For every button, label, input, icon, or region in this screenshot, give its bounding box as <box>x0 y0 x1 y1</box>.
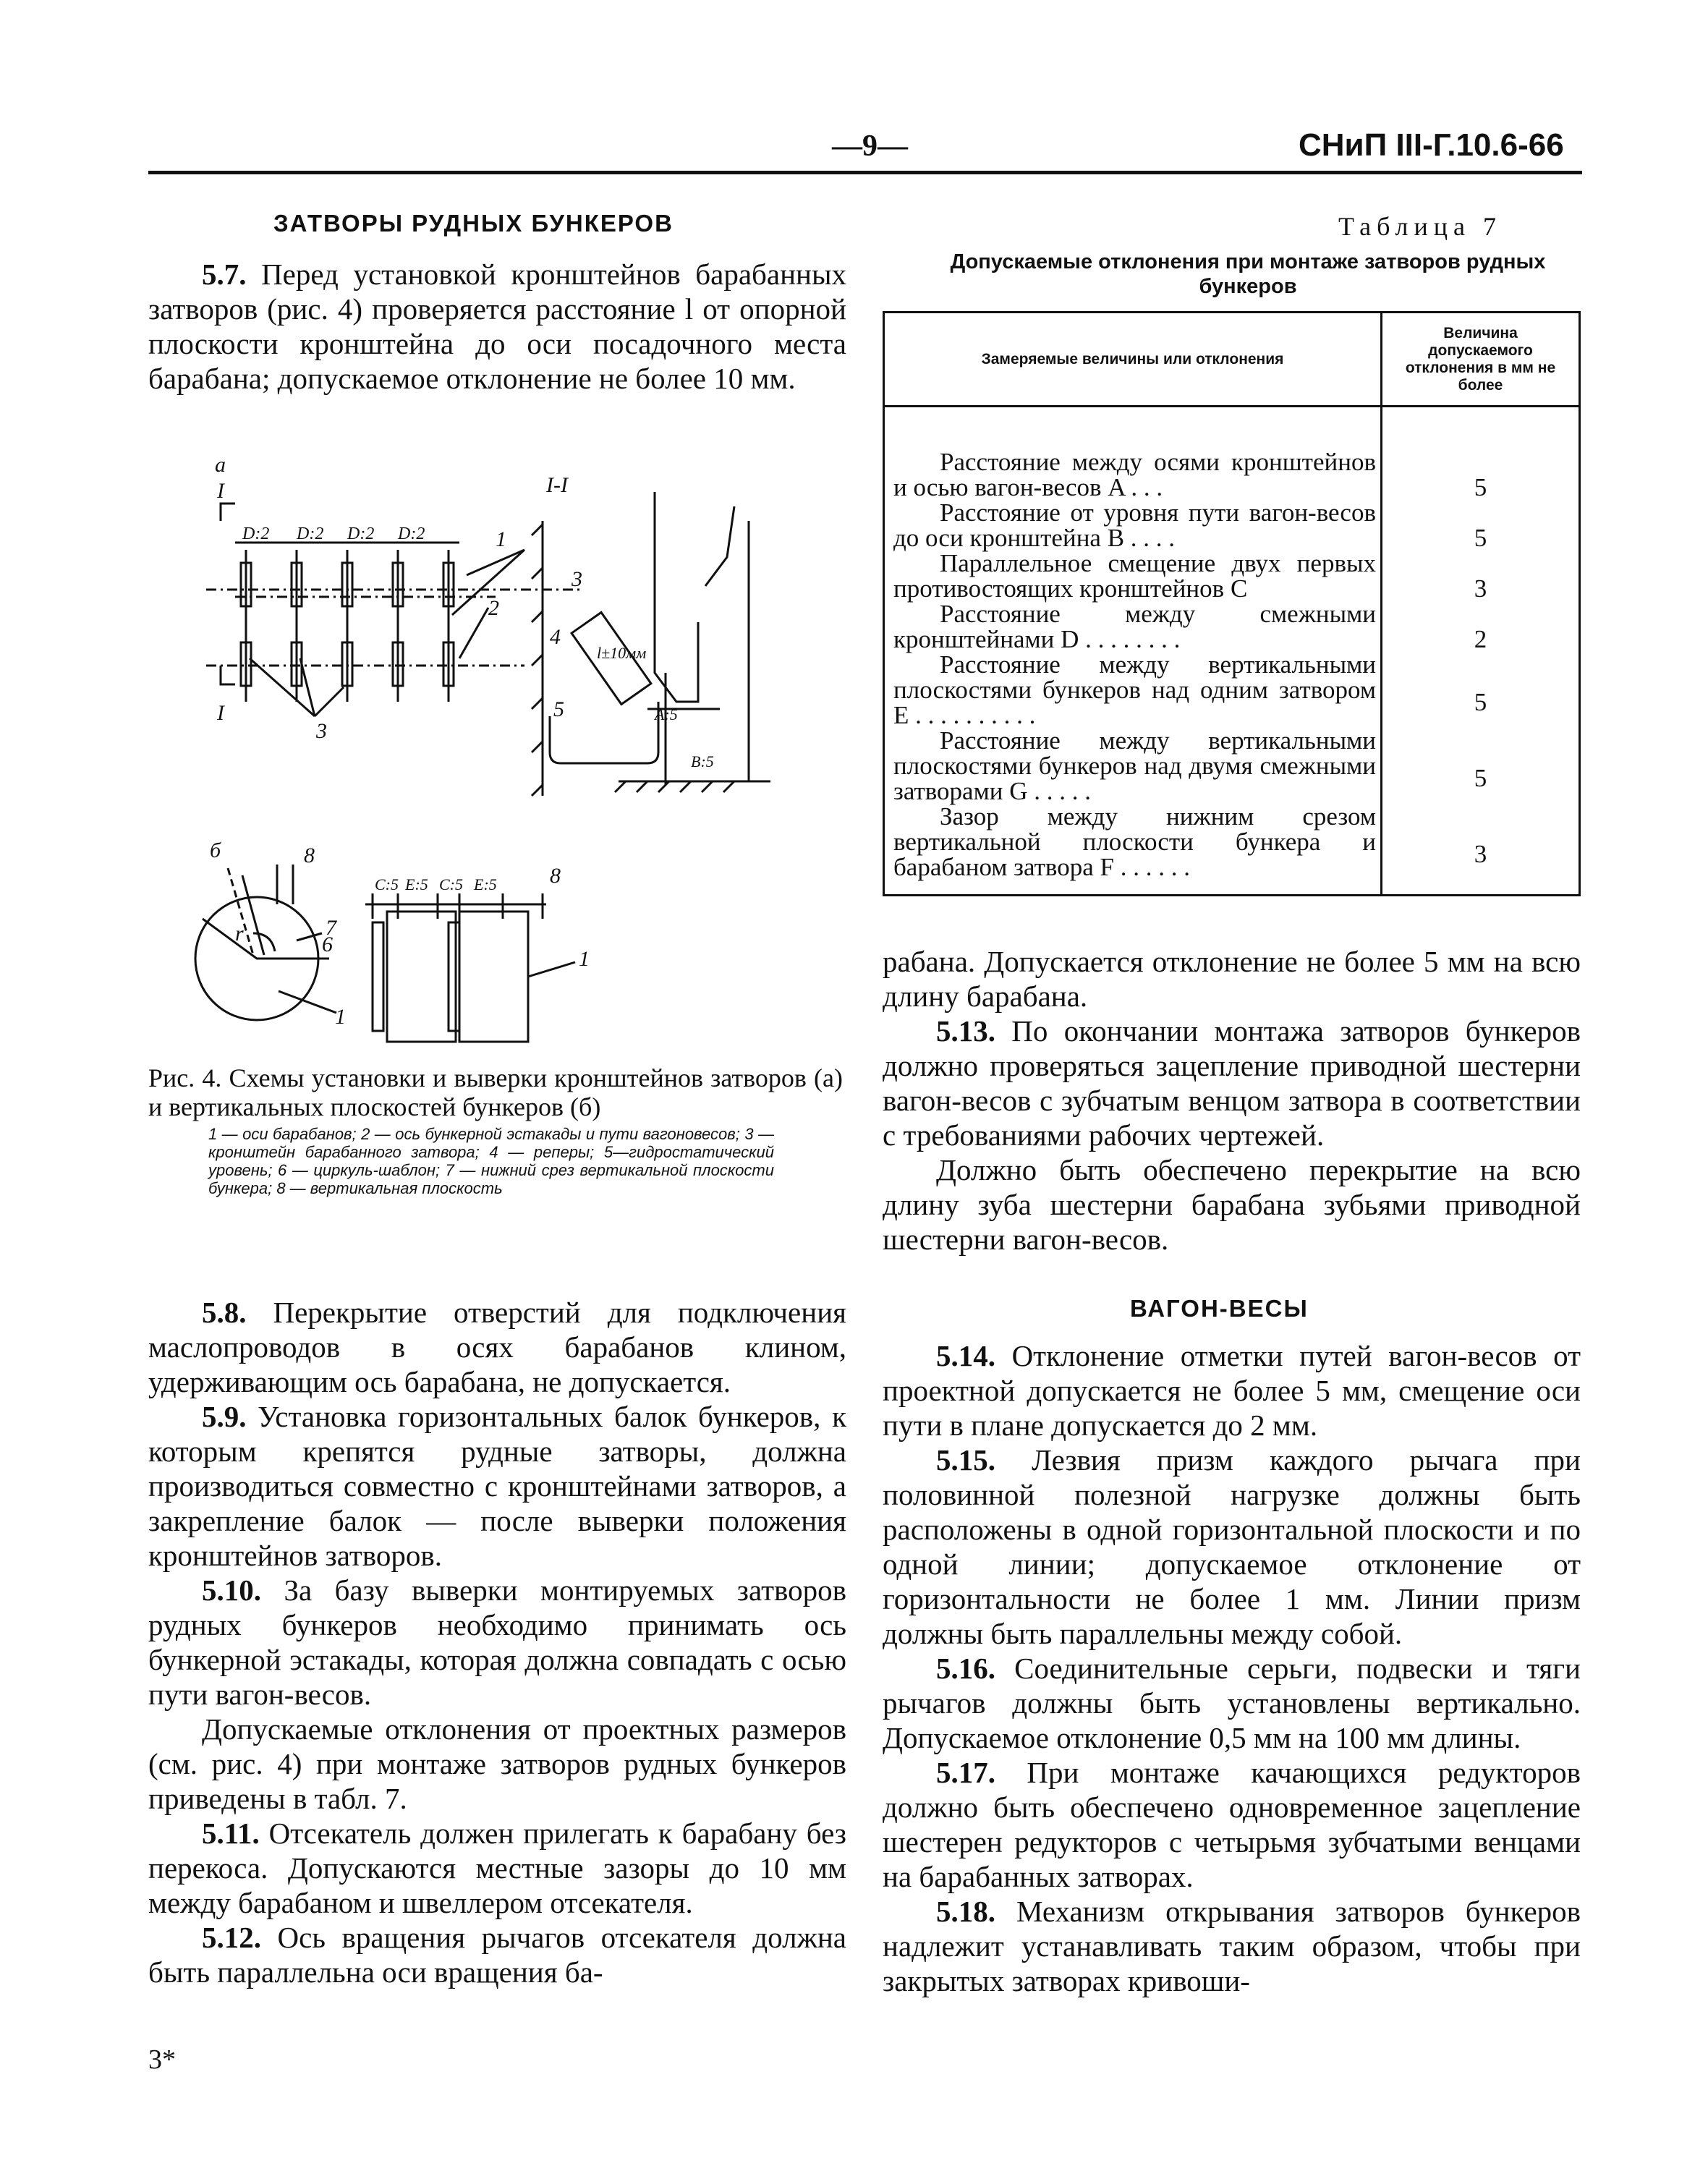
figure-4-caption: Рис. 4. Схемы установки и выверки кронштейнов затворов (а) и вертикальных плоскостей бункеров (б) <box>148 1063 843 1121</box>
fig-callout-3: 3 <box>316 719 327 743</box>
left-column-lower <box>148 1295 846 1989</box>
col-header-deviation: Величина допускаемого отклонения в мм не более <box>1382 313 1580 407</box>
paragraph-5-8: 5.8. Перекрытие отверстий для подключения маслопроводов в осях барабанов клином, удерживающим ось барабана, не допускается. <box>148 1296 846 1398</box>
figure-4-legend: 1 — оси барабанов; 2 — ось бункерной эстакады и пути вагоновесов; 3 — кронштейн барабанного затвора; 4 — реперы; 5—гидростатический уровень; 6 — циркуль-шаблон; 7 — нижний срез вертикальной плоскости бункера; 8 — вертикальная плоскость <box>208 1125 774 1197</box>
fig-callout-1b: 1 <box>335 1005 346 1029</box>
table-row-label: Расстояние между вертикальными плоскостями бункеров над одним затвором E . . . . . . . . . . <box>893 650 1376 729</box>
right-column-lower <box>883 1338 1581 1998</box>
page-number: —9— <box>832 129 908 163</box>
header-rule <box>148 171 1582 174</box>
table-number: Таблица 7 <box>1338 212 1502 241</box>
paragraph-5-10: 5.10. За базу выверки монтируемых затворов рудных бункеров необходимо принимать ось бункерной эстакады, которая должна совпадать с осью пути вагон-весов. <box>148 1573 846 1711</box>
fig-roman-bottom: I <box>217 701 224 725</box>
deviation-table <box>883 311 1581 896</box>
table-row-value: 5 <box>1474 688 1487 716</box>
section-title-wagon-scales: ВАГОН-ВЕСЫ <box>1130 1295 1309 1322</box>
fig-radius: r <box>235 922 244 946</box>
paragraph-5-11: 5.11. Отсекатель должен прилегать к барабану без перекоса. Допускаются местные зазоры до 10 мм между барабаном и швеллером отсекателя. <box>148 1817 846 1919</box>
fig-dim-c-1: C:5 <box>375 875 399 893</box>
table-row-label: Зазор между нижним срезом вертикальной плоскости бункера и барабаном затвора F . . . . . . <box>893 802 1376 881</box>
col-header-measured: Замеряемые величины или отклонения <box>884 313 1382 407</box>
fig-callout-1: 1 <box>496 527 506 551</box>
paragraph-5-18: 5.18. Механизм открывания затворов бункеров надлежит устанавливать таким образом, чтобы при закрытых затворах кривоши- <box>883 1895 1581 1997</box>
table-row-value: 5 <box>1474 764 1487 792</box>
paragraph-5-12-cont: рабана. Допускается отклонение не более 5 мм на всю длину барабана. <box>883 945 1581 1013</box>
fig-callout-5: 5 <box>553 697 564 721</box>
table-row-label: Параллельное смещение двух первых противостоящих кронштейнов C <box>893 549 1376 603</box>
paragraph-5-13: 5.13. По окончании монтажа затворов бункеров должно проверяться зацепление приводной шестерни вагон-весов с зубчатым венцом затвора в соответствии с требованиями рабочих чертежей. <box>883 1014 1581 1152</box>
para-text: Перед установкой кронштейнов барабанных затворов (рис. 4) проверяется расстояние l от опорной плоскости кронштейна до оси посадочного места барабана; допускаемое отклонение не более 10 мм. <box>148 258 846 395</box>
fig-label-a: а <box>215 453 226 477</box>
table-row-value: 3 <box>1474 574 1487 603</box>
table-row-label: Расстояние от уровня пути вагон-весов до оси кронштейна B . . . . <box>893 498 1376 552</box>
table-header-row <box>884 313 1580 407</box>
document-code: СНиП III-Г.10.6-66 <box>1299 127 1564 163</box>
fig-dim-c-2: C:5 <box>439 875 463 893</box>
paragraph-5-12: 5.12. Ось вращения рычагов отсекателя должна быть параллельна оси вращения ба- <box>148 1921 846 1989</box>
fig-callout-8: 8 <box>304 844 315 867</box>
table-row-value: 2 <box>1474 625 1487 653</box>
fig-dim-l: l±10мм <box>597 644 647 662</box>
signature-mark: 3* <box>148 2044 176 2075</box>
fig-callout-2: 2 <box>488 596 499 620</box>
paragraph-5-15: 5.15. Лезвия призм каждого рычага при половинной полезной нагрузке должны быть расположены в одной горизонтальной плоскости и по одной линии; допускаемое отклонение от горизонтальности не более 1 мм. Линии призм должны быть параллельны между собой. <box>883 1443 1581 1650</box>
fig-callout-6: 6 <box>322 933 333 956</box>
table-title: Допускаемые отклонения при монтаже затворов рудных бункеров <box>950 250 1546 298</box>
paragraph-5-13-cont: Должно быть обеспечено перекрытие на всю длину зуба шестерни барабана зубьями приводной шестерни вагон-весов. <box>883 1153 1581 1256</box>
section-title-ore-bunkers: ЗАТВОРЫ РУДНЫХ БУНКЕРОВ <box>273 210 674 237</box>
table-row-value: 5 <box>1474 524 1487 552</box>
fig-callout-3-section: 3 <box>572 567 582 591</box>
right-column-upper <box>883 944 1581 1257</box>
fig-section-label: I-I <box>546 473 568 497</box>
fig-callout-8b: 8 <box>550 864 561 888</box>
fig-dim-d-3: D:2 <box>347 524 375 543</box>
paragraph-5-17: 5.17. При монтаже качающихся редукторов должно быть обеспечено одновременное зацепление шестерен редукторов с четырьмя зубчатыми венцами на барабанных затворах. <box>883 1756 1581 1893</box>
paragraph-5-7 <box>148 257 846 396</box>
fig-label-b: б <box>210 838 221 862</box>
fig-callout-7: 7 <box>326 916 336 940</box>
figure-4-diagram <box>148 441 854 1063</box>
fig-dim-d-4: D:2 <box>398 524 425 543</box>
para-number: 5.7. <box>202 258 247 291</box>
fig-dim-a: A:5 <box>655 705 678 723</box>
table-body-row <box>884 407 1580 896</box>
fig-roman-top: I <box>217 479 224 503</box>
paragraph-5-14: 5.14. Отклонение отметки путей вагон-весов от проектной допускается не более 5 мм, смещение оси пути в плане допускается до 2 мм. <box>883 1339 1581 1442</box>
table-row-label: Расстояние между вертикальными плоскостями бункеров над двумя смежными затворами G . . . . . <box>893 726 1376 805</box>
fig-dim-e-2: E:5 <box>474 875 497 893</box>
paragraph-5-9: 5.9. Установка горизонтальных балок бункеров, к которым крепятся рудные затворы, должна производиться совместно с кронштейнами затворов, а закрепление балок — после выверки положения кронштейнов затворов. <box>148 1400 846 1572</box>
fig-callout-4: 4 <box>550 625 561 649</box>
fig-callout-1c: 1 <box>579 947 590 971</box>
table-row-value: 3 <box>1474 840 1487 868</box>
fig-dim-d-2: D:2 <box>297 524 324 543</box>
table-row-label: Расстояние между осями кронштейнов и осью вагон-весов A . . . <box>893 448 1376 501</box>
table-row-value: 5 <box>1474 473 1487 501</box>
fig-dim-d-1: D:2 <box>242 524 270 543</box>
fig-dim-e-1: E:5 <box>405 875 428 893</box>
paragraph-5-16: 5.16. Соединительные серьги, подвески и тяги рычагов должны быть установлены вертикально. Допускаемое отклонение 0,5 мм на 100 мм длины. <box>883 1652 1581 1754</box>
table-row-label: Расстояние между смежными кронштейнами D . . . . . . . . <box>893 600 1376 653</box>
paragraph-5-10-cont: Допускаемые отклонения от проектных размеров (см. рис. 4) при монтаже затворов рудных бункеров приведены в табл. 7. <box>148 1712 846 1815</box>
fig-dim-b: B:5 <box>691 752 714 770</box>
